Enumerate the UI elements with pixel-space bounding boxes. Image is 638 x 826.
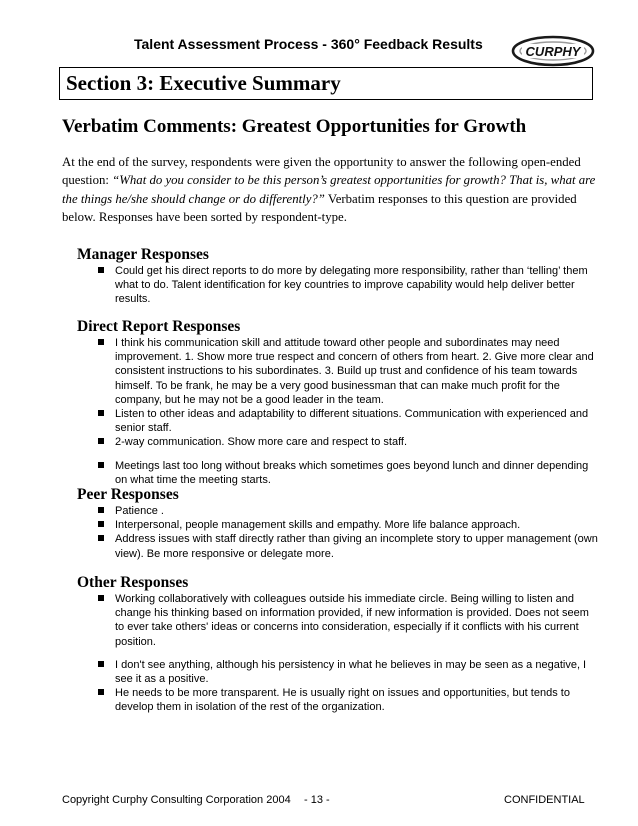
intro-lead: At the end of the survey, respondents were given the opportunity to answer the following open-ended question: [62,155,581,188]
header-title: Talent Assessment Process - 360° Feedback Results [134,36,483,52]
logo-text: CURPHY [525,44,581,59]
manager-responses-heading: Manager Responses [77,246,209,263]
intro-question: “What do you consider to be this person’s greatest opportunities for growth? That is, what are the things he/she should change or do differently?” [62,173,596,206]
list-item: I think his communication skill and attitude toward other people and subordinates may need improvement. 1. Show more true respect and concern of others from heart. 2. Give more clear and consistent instructions to his subordinates. 3. Build up trust and confidence of his team towards himself. To be frank, he may be a very good businessman that can make much profit for the company, but he may not be a good leader in the team. [96,336,598,407]
curphy-logo [510,32,596,70]
manager-responses-list [96,264,598,307]
intro-paragraph [62,153,598,226]
list-item: Could get his direct reports to do more by delegating more responsibility, rather than ‘telling’ them what to do. Talent identification for key countries to improve capability would help deliver better results. [96,264,598,307]
section-title: Section 3: Executive Summary [66,71,341,95]
list-item: He needs to be more transparent. He is usually right on issues and opportunities, but tends to develop them in isolation of the rest of the organization. [96,686,598,714]
list-item: Meetings last too long without breaks which sometimes goes beyond lunch and dinner depending on what time the meeting starts. [96,459,598,487]
peer-responses-list [96,504,598,561]
other-responses-heading: Other Responses [77,574,189,591]
subheading: Verbatim Comments: Greatest Opportunities for Growth [62,116,527,137]
list-item: I don't see anything, although his persistency in what he believes in may be seen as a negative, I see it as a positive. [96,658,598,686]
footer-copyright: Copyright Curphy Consulting Corporation 2004 [62,794,291,806]
list-item: Listen to other ideas and adaptability to different situations. Communication with experienced and senior staff. [96,407,598,435]
list-item: Patience . [96,504,598,518]
direct-report-responses-list [96,336,598,487]
direct-report-responses-heading: Direct Report Responses [77,318,241,335]
list-item: 2-way communication. Show more care and respect to staff. [96,435,598,449]
list-item: Working collaboratively with colleagues outside his immediate circle. Being willing to listen and change his thinking based on information provided, if new information is provided. Does not seem to ever take others' ideas or concerns into consideration, especially if it conflicts with his current position. [96,592,598,649]
intro-tail: Verbatim responses to this question are provided below. Responses have been sorted by respondent-type. [62,191,577,224]
peer-responses-heading: Peer Responses [77,486,179,503]
list-item: Address issues with staff directly rather than giving an incomplete story to upper management (own view). Be more responsive or delegate more. [96,532,598,560]
other-responses-list [96,592,598,715]
footer-confidential: CONFIDENTIAL [504,794,585,806]
section-title-box [59,67,593,100]
footer-page-number: - 13 - [304,794,330,806]
list-item: Interpersonal, people management skills and empathy. More life balance approach. [96,518,598,532]
